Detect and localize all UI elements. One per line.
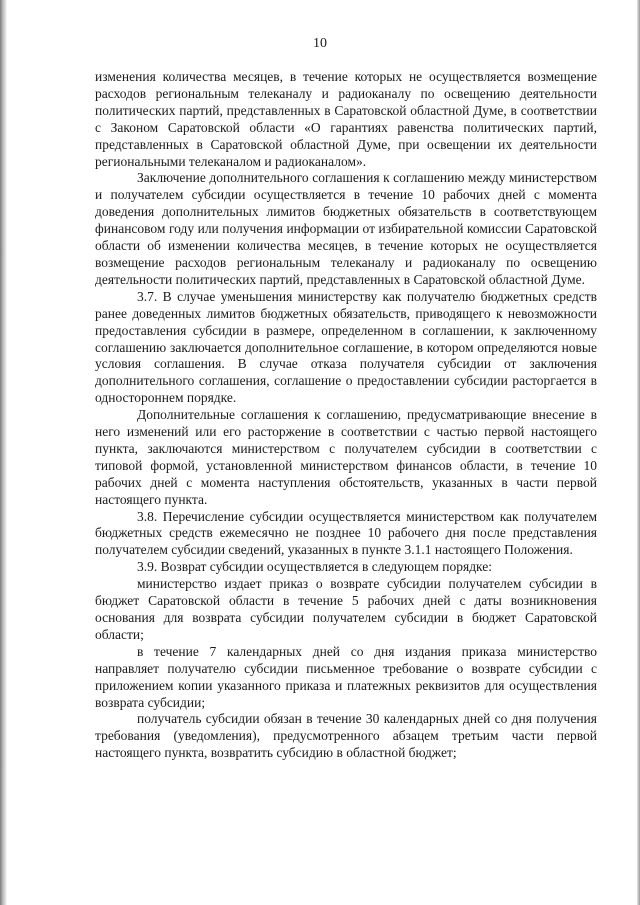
paragraph: министерство издает приказ о возврате субсидии получателем субсидии в бюджет Саратовской области в течение 5 рабочих дней с даты возникновения основания для возврата субсидии получателем субсидии в бюджет Саратовской области; [95, 576, 597, 642]
document-body [95, 69, 597, 762]
paragraph: Дополнительные соглашения к соглашению, предусматривающие внесение в него изменений или его расторжение в соответствии с частью первой настоящего пункта, заключаются министерством с получателем субсидии в соответствии с типовой формой, установленной министерством финансов области, в течение 10 рабочих дней с момента наступления обстоятельств, указанных в части первой настоящего пункта. [95, 407, 597, 507]
paragraph: в течение 7 календарных дней со дня издания приказа министерство направляет получателю субсидии письменное требование о возврате субсидии с приложением копии указанного приказа и платежных реквизитов для осуществления возврата субсидии; [95, 643, 597, 710]
page-number: 10 [313, 36, 327, 51]
paragraph: получатель субсидии обязан в течение 30 календарных дней со дня получения требования (уведомления), предусмотренного абзацем третьим части первой настоящего пункта, возвратить субсидию в областной бюджет; [95, 711, 597, 761]
scan-edge-left [0, 0, 7, 905]
paragraph: Заключение дополнительного соглашения к соглашению между министерством и получателем субсидии осуществляется в течение 10 рабочих дней с момента доведения дополнительных лимитов бюджетных обязательств в соответствующем финансовом году или получения информации от избирательной комиссии Саратовской области об изменении количества месяцев, в течение которых не осуществляется возмещение расходов региональным телеканалу и радиоканалу по освещению деятельности политических партий, представленных в Саратовской областной Думе. [95, 170, 597, 287]
paragraph-3-8: 3.8. Перечисление субсидии осуществляется министерством как получателем бюджетных средств ежемесячно не позднее 10 рабочего дня после представления получателем субсидии сведений, указанных в пункте 3.1.1 настоящего Положения. [95, 508, 597, 558]
paragraph-3-9: 3.9. Возврат субсидии осуществляется в следующем порядке: [137, 559, 493, 575]
paragraph-continuation: изменения количества месяцев, в течение которых не осуществляется возмещение расходов региональным телеканалу и радиоканалу по освещению деятельности политических партий, представленных в Саратовской областной Думе, в соответствии с Законом Саратовской области «О гарантиях равенства политических партий, представленных в Саратовской областной Думе, при освещении их деятельности региональными телеканалом и радиоканалом». [95, 69, 597, 169]
paragraph-3-7: 3.7. В случае уменьшения министерству как получателю бюджетных средств ранее доведенных лимитов бюджетных обязательств, приводящего к невозможности предоставления субсидии в размере, определенном в соглашении, к заключенному соглашению заключается дополнительное соглашение, в котором определяются новые условия соглашения. В случае отказа получателя субсидии от заключения дополнительного соглашения, соглашение о предоставлении субсидии расторгается в одностороннем порядке. [95, 288, 597, 406]
